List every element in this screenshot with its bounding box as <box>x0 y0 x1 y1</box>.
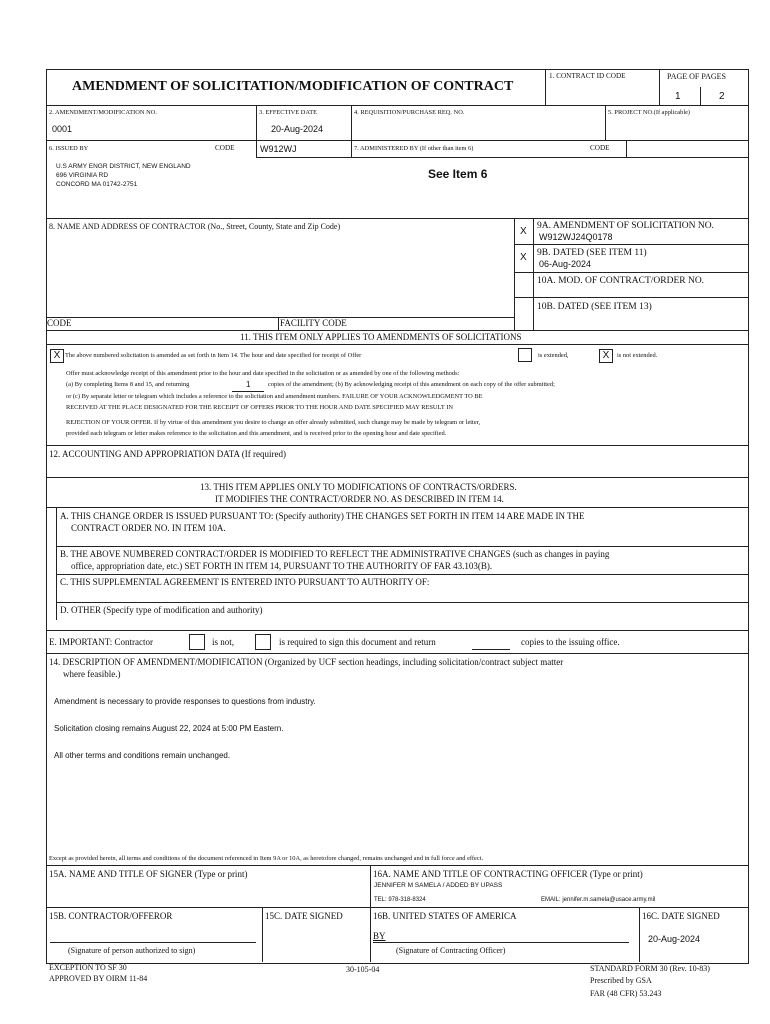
issued-code-value: W912WJ <box>260 144 297 154</box>
item11-heading: 11. THIS ITEM ONLY APPLIES TO AMENDMENTS OF SOLICITATIONS <box>240 332 522 342</box>
item14-para3: All other terms and conditions remain unchanged. <box>54 751 231 760</box>
contractor-signature-line[interactable] <box>50 928 256 942</box>
is-not-extended-label: is not extended. <box>617 352 658 359</box>
administered-by-label: 7. ADMINISTERED BY (If other than item 6) <box>354 145 474 152</box>
item11-line3: or (c) By separate letter or telegram which includes a reference to the solicitation and amendment numbers. FAILURE OF YOUR ACKNOWLEDGMENT TO BE <box>66 393 483 400</box>
by-label: BY <box>373 931 386 941</box>
form-title: AMENDMENT OF SOLICITATION/MODIFICATION OF CONTRACT <box>72 79 514 94</box>
effective-date-value: 20-Aug-2024 <box>271 124 324 134</box>
item14-para1: Amendment is necessary to provide responses to questions from industry. <box>54 697 316 706</box>
contractor-date-signed-label: 15C. DATE SIGNED <box>265 911 343 921</box>
amendment-no-value: 0001 <box>52 124 73 134</box>
amended-text: The above numbered solicitation is amended as set forth in Item 14. The hour and date specified for receipt of Offer <box>65 352 362 359</box>
administered-code-label: CODE <box>590 144 610 152</box>
item13b-line2: office, appropriation date, etc.) SET FORTH IN ITEM 14, PURSUANT TO THE AUTHORITY OF FAR 43.103(B). <box>71 561 493 571</box>
value-9b: 06-Aug-2024 <box>539 259 592 269</box>
requisition-label: 4. REQUISITION/PURCHASE REQ. NO. <box>354 109 465 116</box>
copies-count: 1 <box>246 380 251 389</box>
officer-tel: TEL: 978-318-8324 <box>374 897 426 903</box>
item11-line2a: (a) By completing Items 8 and 15, and returning <box>66 381 190 388</box>
item11-line5: REJECTION OF YOUR OFFER. If by virtue of this amendment you desire to change an offer already submitted, such change may be made by telegram or letter, <box>66 419 481 426</box>
item14-footer: Except as provided herein, all terms and conditions of the document referenced in Item 9A or 10A, as heretofore changed, remains unchanged and in full force and effect. <box>49 855 484 862</box>
issuer-address-line1: U.S ARMY ENGR DISTRICT, NEW ENGLAND <box>56 163 191 170</box>
project-no-label: 5. PROJECT NO.(If applicable) <box>608 109 691 116</box>
mark-9b: X <box>520 252 527 263</box>
contractor-label: 8. NAME AND ADDRESS OF CONTRACTOR (No., Street, County, State and Zip Code) <box>49 222 341 231</box>
contract-id-code-label: 1. CONTRACT ID CODE <box>549 72 626 80</box>
see-item-6: See Item 6 <box>428 167 488 181</box>
important-label: E. IMPORTANT: Contractor <box>49 637 154 647</box>
facility-code-label: FACILITY CODE <box>280 318 347 328</box>
officer-date-signed: 20-Aug-2024 <box>648 934 701 944</box>
standard-form-text: STANDARD FORM 30 (Rev. 10-83) <box>590 964 710 973</box>
item13d-line: D. OTHER (Specify type of modification and authority) <box>60 605 263 615</box>
value-9a: W912WJ24Q0178 <box>539 232 613 242</box>
copies-to-issuing-label: copies to the issuing office. <box>521 637 620 647</box>
item13b-line1: B. THE ABOVE NUMBERED CONTRACT/ORDER IS MODIFIED TO REFLECT THE ADMINISTRATIVE CHANGES (such as changes in paying <box>60 549 610 559</box>
item12-label: 12. ACCOUNTING AND APPROPRIATION DATA (If required) <box>49 449 287 459</box>
label-9a: 9A. AMENDMENT OF SOLICITATION NO. <box>537 221 714 231</box>
item13a-line2: CONTRACT ORDER NO. IN ITEM 10A. <box>71 523 226 533</box>
issuer-address-line2: 696 VIRGINIA RD <box>56 172 109 179</box>
issued-code-label: CODE <box>215 144 235 152</box>
item14-label1: 14. DESCRIPTION OF AMENDMENT/MODIFICATION (Organized by UCF section headings, including solicitation/contract subject matter <box>49 657 564 667</box>
officer-name: JENNIFER M SAMELA / ADDED BY UPASS <box>374 882 503 889</box>
item11-line4: RECEIVED AT THE PLACE DESIGNATED FOR THE RECEIPT OF OFFERS PRIOR TO THE HOUR AND DATE SPECIFIED MAY RESULT IN <box>66 404 453 411</box>
contractor-signature-caption: (Signature of person authorized to sign) <box>68 946 196 955</box>
item13a-line1: A. THIS CHANGE ORDER IS ISSUED PURSUANT TO: (Specify authority) THE CHANGES SET FORTH IN ITEM 14 ARE MADE IN THE <box>60 511 585 521</box>
mark-9a: X <box>520 226 527 237</box>
officer-email: EMAIL: jennifer.m.samela@usace.army.mil <box>541 897 656 903</box>
contractor-required-checkbox[interactable] <box>255 634 271 650</box>
contractor-code-label: CODE <box>47 318 72 328</box>
officer-name-label: 16A. NAME AND TITLE OF CONTRACTING OFFICER (Type or print) <box>373 869 643 879</box>
label-9b: 9B. DATED (SEE ITEM 11) <box>537 248 647 258</box>
amended-checkbox[interactable]: X <box>50 349 64 363</box>
amendment-no-label: 2. AMENDMENT/MODIFICATION NO. <box>49 109 157 116</box>
not-extended-checkbox[interactable]: X <box>599 349 613 363</box>
extended-checkbox[interactable] <box>518 348 532 362</box>
is-not-label: is not, <box>212 637 235 647</box>
is-extended-label: is extended, <box>538 352 569 359</box>
officer-signature-line[interactable] <box>390 928 629 942</box>
officer-signature-caption: (Signature of Contracting Officer) <box>396 946 506 955</box>
issued-by-label: 6. ISSUED BY <box>49 145 89 152</box>
item11-line1: Offer must acknowledge receipt of this amendment prior to the hour and date specified in the solicitation or as amended by one of the following methods: <box>66 370 460 377</box>
item13c-line: C. THIS SUPPLEMENTAL AGREEMENT IS ENTERED INTO PURSUANT TO AUTHORITY OF: <box>60 577 430 587</box>
far-text: FAR (48 CFR) 53.243 <box>590 989 662 998</box>
signer-name-label: 15A. NAME AND TITLE OF SIGNER (Type or print) <box>49 869 248 879</box>
is-required-label: is required to sign this document and return <box>279 637 436 647</box>
item13-heading2: IT MODIFIES THE CONTRACT/ORDER NO. AS DESCRIBED IN ITEM 14. <box>215 494 504 504</box>
item13-heading1: 13. THIS ITEM APPLIES ONLY TO MODIFICATIONS OF CONTRACTS/ORDERS. <box>200 482 517 492</box>
issuer-address-line3: CONCORD MA 01742-2751 <box>56 181 138 188</box>
exception-text: EXCEPTION TO SF 30 <box>49 963 127 972</box>
item11-line6: provided each telegram or letter makes reference to the solicitation and this amendment, and is received prior to the opening hour and date specified. <box>66 430 447 437</box>
approved-text: APPROVED BY OIRM 11-84 <box>49 974 148 983</box>
prescribed-text: Prescribed by GSA <box>590 976 652 985</box>
form-code: 30-105-04 <box>346 965 380 974</box>
label-10a: 10A. MOD. OF CONTRACT/ORDER NO. <box>537 276 705 286</box>
label-10b: 10B. DATED (SEE ITEM 13) <box>537 302 652 312</box>
item14-label2: where feasible.) <box>63 669 121 679</box>
contractor-not-sign-checkbox[interactable] <box>189 634 205 650</box>
item11-line2b: copies of the amendment; (b) By acknowledging receipt of this amendment on each copy of the offer submitted; <box>268 381 555 388</box>
page-of-pages-label: PAGE OF PAGES <box>667 72 726 81</box>
contractor-offeror-label: 15B. CONTRACTOR/OFFEROR <box>49 911 173 921</box>
united-states-label: 16B. UNITED STATES OF AMERICA <box>373 911 517 921</box>
item14-para2: Solicitation closing remains August 22, 2024 at 5:00 PM Eastern. <box>54 724 284 733</box>
page-count: 2 <box>719 91 725 102</box>
page-number: 1 <box>675 91 681 102</box>
officer-date-signed-label: 16C. DATE SIGNED <box>642 911 720 921</box>
effective-date-label: 3. EFFECTIVE DATE <box>259 109 318 116</box>
